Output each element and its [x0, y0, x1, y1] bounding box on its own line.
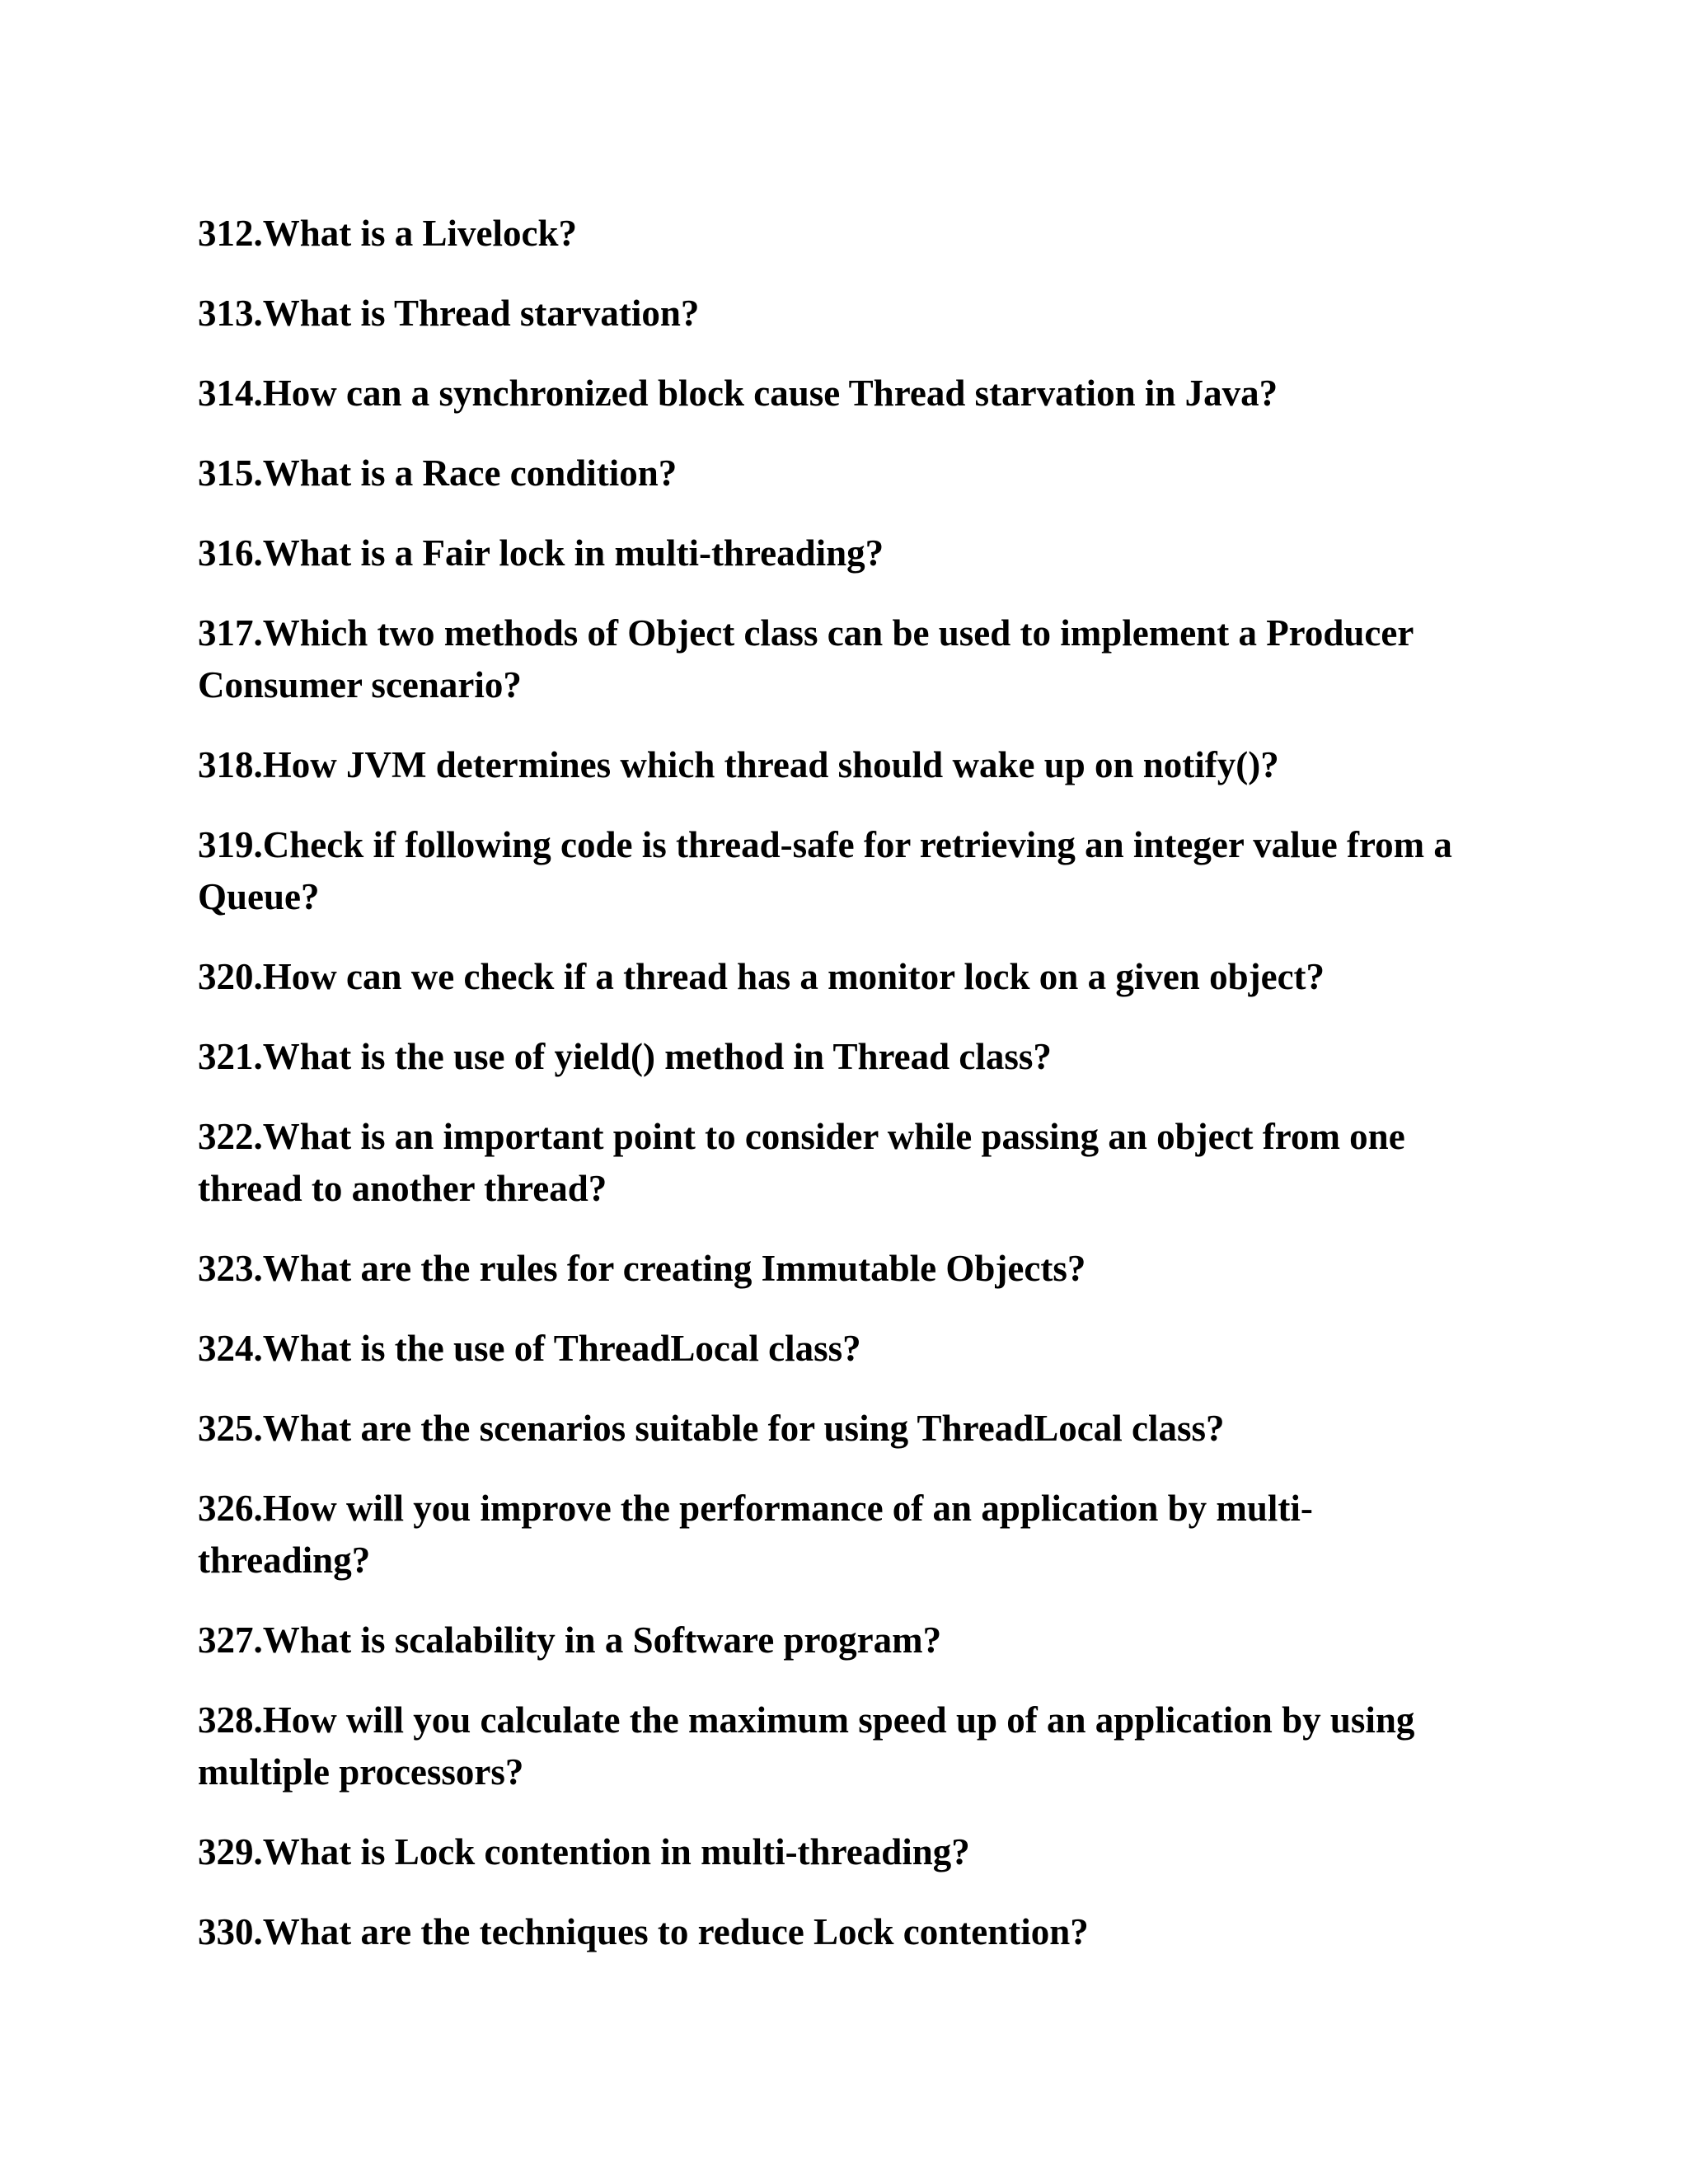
question-item — [198, 739, 1484, 791]
question-text: How will you calculate the maximum speed up of an application by using multiple processors? — [198, 1699, 1415, 1793]
question-item — [198, 1694, 1484, 1798]
question-list — [198, 208, 1484, 1986]
question-text: How can we check if a thread has a monitor lock on a given object? — [262, 956, 1325, 997]
question-item — [198, 1615, 1484, 1666]
question-item — [198, 1826, 1484, 1878]
question-number: 327. — [198, 1619, 263, 1661]
question-number: 323. — [198, 1248, 263, 1289]
question-text: Which two methods of Object class can be used to implement a Producer Consumer scenario? — [198, 612, 1414, 705]
question-number: 315. — [198, 452, 263, 494]
question-item — [198, 1403, 1484, 1455]
question-text: What is the use of yield() method in Thread class? — [262, 1036, 1052, 1077]
question-text: What are the scenarios suitable for using ThreadLocal class? — [262, 1408, 1225, 1449]
question-text: What is the use of ThreadLocal class? — [262, 1328, 861, 1369]
question-number: 320. — [198, 956, 263, 997]
question-item — [198, 951, 1484, 1003]
question-item — [198, 1243, 1484, 1295]
question-number: 330. — [198, 1911, 263, 1952]
question-text: What is a Race condition? — [262, 452, 678, 494]
question-number: 319. — [198, 824, 263, 865]
question-number: 321. — [198, 1036, 263, 1077]
question-text: What is a Fair lock in multi-threading? — [262, 532, 884, 574]
question-item — [198, 368, 1484, 419]
question-number: 317. — [198, 612, 263, 654]
question-number: 312. — [198, 213, 263, 254]
question-number: 328. — [198, 1699, 263, 1741]
question-number: 326. — [198, 1488, 263, 1529]
question-text: How will you improve the performance of an application by multi-threading? — [198, 1488, 1313, 1581]
question-text: Check if following code is thread-safe for retrieving an integer value from a Queue? — [198, 824, 1452, 917]
question-number: 325. — [198, 1408, 263, 1449]
question-text: What are the rules for creating Immutable Objects? — [262, 1248, 1086, 1289]
question-number: 329. — [198, 1831, 263, 1872]
question-number: 324. — [198, 1328, 263, 1369]
question-text: How can a synchronized block cause Thread starvation in Java? — [262, 373, 1278, 414]
question-item — [198, 448, 1484, 499]
question-item — [198, 1031, 1484, 1083]
question-number: 313. — [198, 293, 263, 334]
question-text: What is Thread starvation? — [262, 293, 700, 334]
question-item — [198, 288, 1484, 340]
question-item — [198, 607, 1484, 711]
question-text: How JVM determines which thread should wake up on notify()? — [262, 744, 1279, 785]
question-number: 316. — [198, 532, 263, 574]
question-number: 322. — [198, 1116, 263, 1157]
question-item — [198, 1906, 1484, 1958]
question-number: 318. — [198, 744, 263, 785]
question-text: What is an important point to consider while passing an object from one thread to another thread? — [198, 1116, 1405, 1209]
question-item — [198, 1483, 1484, 1586]
question-text: What is Lock contention in multi-threading? — [262, 1831, 970, 1872]
question-text: What are the techniques to reduce Lock contention? — [262, 1911, 1089, 1952]
question-item — [198, 527, 1484, 579]
question-item — [198, 1111, 1484, 1215]
question-text: What is scalability in a Software program? — [262, 1619, 942, 1661]
question-item — [198, 1323, 1484, 1375]
question-item — [198, 819, 1484, 923]
question-text: What is a Livelock? — [262, 213, 578, 254]
question-number: 314. — [198, 373, 263, 414]
question-item — [198, 208, 1484, 260]
